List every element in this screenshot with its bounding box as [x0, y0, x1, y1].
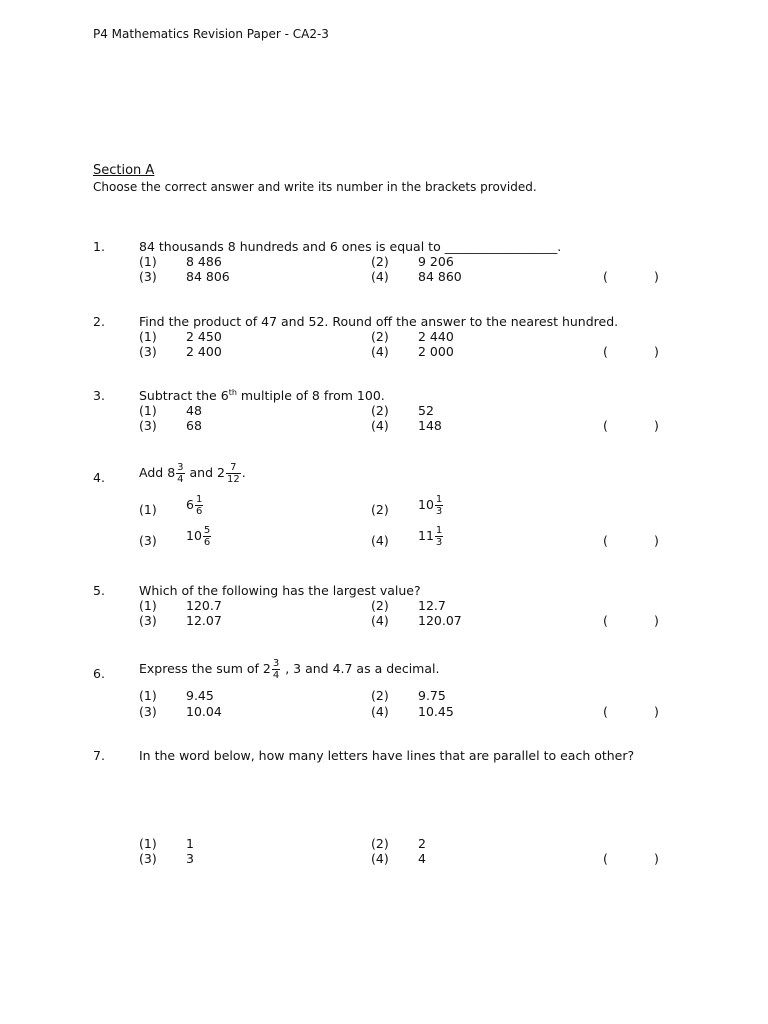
option-label: (3) — [139, 344, 157, 359]
question-text: Express the sum of 2 $\frac{3}{4}$ , 3 and 4.7 as a decimal. — [139, 658, 440, 681]
option-value: 2 400 — [186, 344, 222, 359]
answer-bracket-close: ) — [654, 533, 659, 548]
answer-bracket-open[interactable]: ( — [603, 344, 608, 359]
section-title: Section A — [93, 163, 155, 178]
answer-bracket-open[interactable]: ( — [603, 533, 608, 548]
option-value: 52 — [418, 403, 434, 418]
question-text: 84 thousands 8 hundreds and 6 ones is equal to __________________. — [139, 239, 562, 254]
option-value: 10 $\frac{1}{3}$ — [418, 494, 443, 517]
question-number: 6. — [93, 666, 105, 681]
option-value: 10 $\frac{5}{6}$ — [186, 525, 211, 548]
question-number: 3. — [93, 388, 105, 403]
option-label: (3) — [139, 704, 157, 719]
question-text: Subtract the 6th multiple of 8 from 100. — [139, 388, 385, 404]
answer-bracket-close: ) — [654, 418, 659, 433]
mixed-number: 2 $\frac{7}{12}$ — [217, 462, 240, 485]
option-label: (4) — [371, 613, 389, 628]
section-instructions: Choose the correct answer and write its number in the brackets provided. — [93, 180, 537, 194]
option-value: 2 450 — [186, 329, 222, 344]
text-add: Add — [139, 465, 164, 480]
question-text: Which of the following has the largest value? — [139, 583, 421, 598]
option-value: 12.07 — [186, 613, 222, 628]
option-value: 9.75 — [418, 688, 446, 703]
option-label: (3) — [139, 533, 157, 548]
question-text: Find the product of 47 and 52. Round off the answer to the nearest hundred. — [139, 314, 619, 329]
option-label: (3) — [139, 613, 157, 628]
option-value: 2 — [418, 836, 426, 851]
mixed-number: 8 $\frac{3}{4}$ — [167, 462, 184, 485]
option-value: 120.07 — [418, 613, 462, 628]
answer-bracket-open[interactable]: ( — [603, 704, 608, 719]
option-value: 48 — [186, 403, 202, 418]
option-label: (2) — [371, 403, 389, 418]
question-number: 1. — [93, 239, 105, 254]
answer-bracket-close: ) — [654, 269, 659, 284]
option-value: 4 — [418, 851, 426, 866]
option-label: (4) — [371, 269, 389, 284]
answer-bracket-open[interactable]: ( — [603, 269, 608, 284]
option-label: (2) — [371, 598, 389, 613]
option-label: (1) — [139, 254, 157, 269]
option-value: 12.7 — [418, 598, 446, 613]
option-value: 68 — [186, 418, 202, 433]
option-label: (2) — [371, 836, 389, 851]
option-label: (2) — [371, 254, 389, 269]
option-value: 84 806 — [186, 269, 230, 284]
option-value: 8 486 — [186, 254, 222, 269]
answer-bracket-close: ) — [654, 851, 659, 866]
option-label: (3) — [139, 851, 157, 866]
answer-bracket-open[interactable]: ( — [603, 851, 608, 866]
question-number: 5. — [93, 583, 105, 598]
option-label: (4) — [371, 418, 389, 433]
option-value: 2 440 — [418, 329, 454, 344]
option-label: (3) — [139, 418, 157, 433]
option-value: 84 860 — [418, 269, 462, 284]
option-label: (4) — [371, 704, 389, 719]
question-text: In the word below, how many letters have lines that are parallel to each other? — [139, 748, 635, 763]
option-label: (2) — [371, 329, 389, 344]
option-value: 11 $\frac{1}{3}$ — [418, 525, 443, 548]
question-number: 7. — [93, 748, 105, 763]
option-value: 120.7 — [186, 598, 222, 613]
answer-bracket-close: ) — [654, 613, 659, 628]
option-label: (1) — [139, 502, 157, 517]
question-number: 2. — [93, 314, 105, 329]
answer-bracket-open[interactable]: ( — [603, 418, 608, 433]
text-and: and — [189, 465, 214, 480]
answer-bracket-close: ) — [654, 344, 659, 359]
option-value: 148 — [418, 418, 442, 433]
option-value: 2 000 — [418, 344, 454, 359]
mixed-number: 2 $\frac{3}{4}$ — [262, 658, 280, 681]
option-label: (1) — [139, 836, 157, 851]
option-label: (4) — [371, 344, 389, 359]
answer-bracket-open[interactable]: ( — [603, 613, 608, 628]
option-value: 10.45 — [418, 704, 454, 719]
option-label: (1) — [139, 688, 157, 703]
option-value: 1 — [186, 836, 194, 851]
option-value: 3 — [186, 851, 194, 866]
answer-bracket-close: ) — [654, 704, 659, 719]
option-value: 10.04 — [186, 704, 222, 719]
option-label: (1) — [139, 329, 157, 344]
option-value: 9.45 — [186, 688, 214, 703]
option-value: 9 206 — [418, 254, 454, 269]
option-label: (4) — [371, 851, 389, 866]
option-label: (2) — [371, 502, 389, 517]
option-label: (4) — [371, 533, 389, 548]
question-text: Add 8 $\frac{3}{4}$ and 2 $\frac{7}{12}$ . — [139, 462, 246, 485]
paper-header: P4 Mathematics Revision Paper - CA2-3 — [93, 27, 329, 41]
question-number: 4. — [93, 470, 105, 485]
option-label: (2) — [371, 688, 389, 703]
option-label: (3) — [139, 269, 157, 284]
option-label: (1) — [139, 598, 157, 613]
option-label: (1) — [139, 403, 157, 418]
option-value: 6 $\frac{1}{6}$ — [186, 494, 203, 517]
